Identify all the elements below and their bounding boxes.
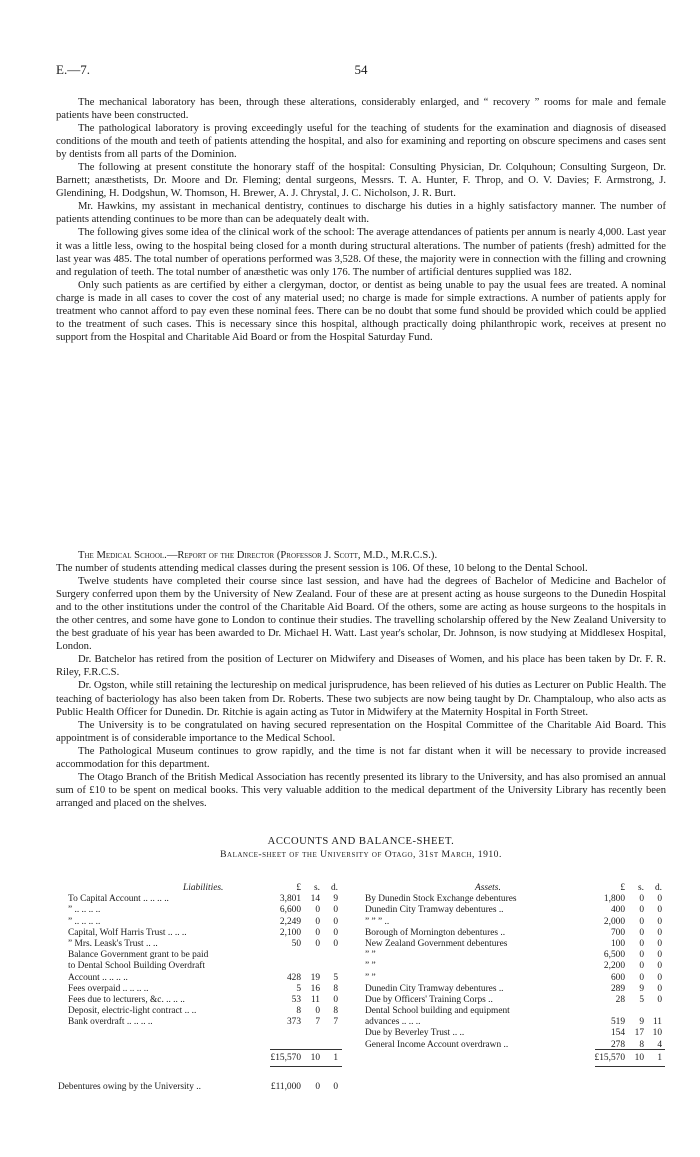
total-pounds: £15,570 — [270, 1053, 301, 1063]
assets-shillings: 0 — [639, 927, 644, 938]
assets-pounds: 28 — [615, 994, 625, 1005]
assets-pounds: 400 — [610, 905, 625, 916]
liabilities-pence: 7 — [333, 1017, 338, 1028]
assets-label: Borough of Mornington debentures .. — [365, 927, 506, 938]
total-pence: 1 — [333, 1053, 338, 1063]
pound-heading: £ — [620, 883, 625, 893]
assets-label: ” ” — [365, 961, 376, 972]
liabilities-shillings: 0 — [315, 938, 320, 949]
assets-total-rule-top — [595, 1049, 665, 1050]
liabilities-shillings: 0 — [315, 1006, 320, 1017]
assets-pence: 0 — [657, 972, 662, 983]
assets-shillings: 9 — [639, 983, 644, 994]
liabilities-pounds: 5 — [296, 983, 301, 994]
liabilities-shillings: 0 — [315, 927, 320, 938]
assets-shillings: 17 — [634, 1028, 644, 1039]
paragraph: The following at present constitute the honorary staff of the hospital: Consulting Physician, Dr. Colquhoun; Consulting Surgeon, Dr. Barnett; anæsthetists, Dr. Moore and Dr. Fleming; dental surgeons, Messrs. T. A. Hunter, F. Throp, and O. V. Davies; F. Armstrong, J. Glendining, H. Dodgshun, W. Thomson, H. Brewer, A. J. Chrystal, J. C. Nicholson, J. R. Burt. — [56, 162, 666, 200]
assets-shillings: 0 — [639, 905, 644, 916]
report-code: E.—7. — [56, 62, 90, 77]
assets-pounds: 289 — [610, 983, 625, 994]
assets-heading: Assets. — [475, 883, 501, 893]
assets-pence: 0 — [657, 894, 662, 905]
assets-row — [365, 961, 665, 972]
page-header — [56, 62, 666, 78]
liabilities-total-row — [73, 1053, 343, 1064]
pound-heading: £ — [296, 883, 301, 893]
liabilities-pounds: 53 — [291, 994, 301, 1005]
paragraph: Twelve students have completed their course since last session, and have had the degrees of Bachelor of Medicine and Bachelor of Surgery conferred upon them by the University of New Zealand. Four of these are at present acting as house surgeons to the Dunedin Hospital and to the other institutions under the control of the Charitable Aid Board. Of the others, some are acting as house surgeons to the hospitals in the other centres, and some have gone to London to continue their studies. The travelling scholarship offered by the New Zealand University to the best graduate of his year has been awarded to Dr. Michael H. Watt. Last year's scholar, Dr. Johnson, is now studying at Middlesex Hospital, London. — [56, 576, 666, 653]
accounts-section — [56, 836, 666, 860]
assets-pence: 0 — [657, 950, 662, 961]
page-number: 54 — [354, 62, 368, 77]
assets-shillings: 0 — [639, 961, 644, 972]
pence-heading: d. — [330, 883, 338, 893]
liabilities-label: Balance Government grant to be paid — [68, 950, 209, 961]
footer-shillings: 0 — [315, 1082, 320, 1092]
total-pounds: £15,570 — [594, 1053, 625, 1063]
assets-pounds: 2,200 — [603, 961, 625, 972]
liabilities-header-row — [73, 883, 343, 894]
assets-shillings: 9 — [639, 1017, 644, 1028]
assets-label: Dunedin City Tramway debentures .. — [365, 905, 504, 916]
assets-shillings: 0 — [639, 938, 644, 949]
liabilities-pence: 0 — [333, 916, 338, 927]
liabilities-pence: 0 — [333, 994, 338, 1005]
assets-row — [365, 1017, 665, 1028]
paragraph: The following gives some idea of the clinical work of the school: The average attendances of patients per annum is nearly 4,000. Last year it was a little less, owing to the hospital being closed for a month during structural alterations. The number of patients (fresh) admitted for the last year was 485. The total number of operations performed was 3,528. Of these, the majority were in connection with the filling and crowning and regulation of teeth. The total number of anæsthetic was only 176. The number of artificial dentures supplied was 182. — [56, 227, 666, 278]
assets-column — [365, 883, 665, 1051]
liabilities-pence: 8 — [333, 1006, 338, 1017]
liabilities-shillings: 0 — [315, 916, 320, 927]
assets-header-row — [365, 883, 665, 894]
liabilities-row — [68, 972, 343, 984]
assets-pounds: 1,800 — [603, 894, 625, 905]
liabilities-label: Capital, Wolf Harris Trust .. .. .. — [68, 927, 187, 938]
assets-row — [365, 939, 665, 950]
balance-sheet-subtitle: Balance-sheet of the University of Otago, 31st March, 1910. — [220, 849, 502, 860]
assets-shillings: 8 — [639, 1039, 644, 1050]
liabilities-shillings: 7 — [315, 1017, 320, 1028]
liabilities-row — [68, 950, 343, 961]
liabilities-pounds: 3,801 — [279, 894, 301, 905]
liabilities-pounds: 2,100 — [279, 927, 301, 938]
liabilities-row — [68, 916, 343, 928]
shilling-heading: s. — [314, 883, 320, 893]
liabilities-row — [68, 905, 343, 916]
accounts-title: ACCOUNTS AND BALANCE-SHEET. — [267, 836, 455, 847]
liabilities-total-rule-top — [270, 1049, 342, 1050]
liabilities-shillings: 11 — [310, 994, 320, 1005]
liabilities-pence: 9 — [333, 894, 338, 905]
assets-row — [365, 984, 665, 995]
assets-pence: 0 — [657, 961, 662, 972]
assets-pounds: 519 — [610, 1017, 625, 1028]
paragraph: The mechanical laboratory has been, through these alterations, considerably enlarged, and “ recovery ” rooms for male and female patients have been constructed. — [56, 97, 666, 122]
assets-pence: 11 — [652, 1017, 662, 1028]
assets-pence: 0 — [657, 938, 662, 949]
assets-label: Dunedin City Tramway debentures .. — [365, 983, 504, 994]
paragraph: Mr. Hawkins, my assistant in mechanical dentistry, continues to discharge his duties in a highly satisfactory manner. The number of patients attending continues to be more than can be adequately dealt with. — [56, 201, 666, 226]
assets-row — [365, 995, 665, 1006]
liabilities-pence: 0 — [333, 927, 338, 938]
total-pence: 1 — [657, 1053, 662, 1063]
assets-shillings: 0 — [639, 894, 644, 905]
liabilities-row — [68, 894, 343, 905]
assets-row — [365, 917, 665, 928]
assets-total-row — [365, 1053, 665, 1064]
pence-heading: d. — [654, 883, 662, 893]
paragraph: The Otago Branch of the British Medical Association has recently presented its library to the University, and has also promised an annual sum of £10 to be spent on medical books. This very valuable addition to the medical department of the University Library has recently been arranged and placed on the shelves. — [56, 771, 666, 809]
shilling-heading: s. — [638, 883, 644, 893]
assets-label: Dental School building and equipment — [365, 1006, 510, 1017]
assets-row — [365, 1028, 665, 1039]
paragraph: Dr. Ogston, while still retaining the lectureship on medical jurisprudence, has been relieved of his duties as Lecturer on Public Health. The teaching of bacteriology has also been taken from Dr. Roberts. These two subjects are now being taught by Dr. Champtaloup, who also acts as Public Health Officer for Dunedin. Dr. Ritchie is again acting as Tutor in Midwifery at the Maternity Hospital in Forth Street. — [56, 680, 666, 718]
assets-label: Due by Officers' Training Corps .. — [365, 994, 493, 1005]
assets-row — [365, 950, 665, 961]
assets-pence: 0 — [657, 905, 662, 916]
paragraph: Only such patients as are certified by either a clergyman, doctor, or dentist as being unable to pay the usual fees are treated. A nominal charge is made in all cases to cover the cost of any material used; no charge is made for simple extractions. A number of patients apply for treatment who cannot afford to pay even these nominal fees. There can be no doubt that some fund should be provided which could be applied to the treatment of such cases. This is necessary since this hospital, although practically doing philanthropic work, receives at present no support from the Hospital and Charitable Aid Board or from the Hospital Saturday Fund. — [56, 279, 666, 343]
assets-label: ” ” — [365, 972, 376, 983]
liabilities-row — [68, 1017, 343, 1028]
liabilities-pence: 8 — [333, 983, 338, 994]
liabilities-pounds: 6,600 — [279, 905, 301, 916]
liabilities-pounds: 2,249 — [279, 916, 301, 927]
liabilities-label: ” Mrs. Leask's Trust .. .. — [68, 938, 158, 949]
assets-pounds: 700 — [610, 927, 625, 938]
liabilities-shillings: 0 — [315, 905, 320, 916]
assets-pence: 0 — [657, 983, 662, 994]
dental-school-report — [56, 96, 666, 344]
paragraph: The pathological laboratory is proving exceedingly useful for the teaching of students for the examination and diagnosis of diseased conditions of the mouth and teeth of patients attending the hospital, and also for examining and reporting on obscure specimens and cases sent by dentists from all parts of the Dominion. — [56, 123, 666, 161]
assets-pence: 0 — [657, 916, 662, 927]
liabilities-label: ” .. .. .. .. — [68, 905, 101, 916]
assets-pounds: 154 — [610, 1028, 625, 1039]
paragraph: Dr. Batchelor has retired from the position of Lecturer on Midwifery and Diseases of Women, and his place has been taken by Dr. F. R. Riley, F.R.C.S. — [56, 654, 666, 679]
assets-label: advances .. .. .. — [365, 1017, 421, 1028]
medical-school-report — [56, 549, 666, 810]
assets-pence: 4 — [657, 1039, 662, 1050]
assets-pence: 0 — [657, 927, 662, 938]
paragraph: The University is to be congratulated on having secured representation on the Hospital Committee of the Charitable Aid Board. This appointment is of considerable importance to the Medical School. — [56, 719, 666, 744]
liabilities-shillings: 14 — [310, 894, 320, 905]
assets-row — [365, 905, 665, 916]
footer-pence: 0 — [333, 1082, 338, 1092]
liabilities-pounds: 50 — [291, 938, 301, 949]
assets-pounds: 6,500 — [603, 950, 625, 961]
assets-pounds: 278 — [610, 1039, 625, 1050]
liabilities-shillings: 19 — [310, 972, 320, 983]
assets-pence: 10 — [652, 1028, 662, 1039]
assets-label: General Income Account overdrawn .. — [365, 1039, 509, 1050]
liabilities-row — [68, 927, 343, 939]
assets-pounds: 2,000 — [603, 916, 625, 927]
assets-row — [365, 928, 665, 939]
assets-row — [365, 973, 665, 984]
assets-pence: 0 — [657, 994, 662, 1005]
liabilities-pounds: 428 — [286, 972, 301, 983]
total-shillings: 10 — [634, 1053, 644, 1063]
paragraph: The number of students attending medical classes during the present session is 106. Of these, 10 belong to the Dental School. — [56, 563, 588, 575]
liabilities-label: Fees overpaid .. .. .. .. — [68, 983, 149, 994]
liabilities-pence: 5 — [333, 972, 338, 983]
liabilities-pence: 0 — [333, 938, 338, 949]
liabilities-label: Fees due to lecturers, &c. .. .. .. — [68, 994, 185, 1005]
assets-pounds: 600 — [610, 972, 625, 983]
assets-shillings: 0 — [639, 972, 644, 983]
liabilities-label: Account .. .. .. .. — [68, 972, 128, 983]
liabilities-pounds: 373 — [286, 1017, 301, 1028]
liabilities-row — [68, 961, 343, 972]
liabilities-label: Bank overdraft .. .. .. .. — [68, 1017, 153, 1028]
liabilities-row — [68, 938, 343, 950]
assets-row — [365, 894, 665, 905]
liabilities-shillings: 16 — [310, 983, 320, 994]
liabilities-pounds: 8 — [296, 1006, 301, 1017]
paragraph: The Pathological Museum continues to grow rapidly, and the time is not far distant when it will be necessary to provide increased accommodation for this department. — [56, 745, 666, 770]
footer-pounds: £11,000 — [270, 1082, 301, 1092]
assets-shillings: 5 — [639, 994, 644, 1005]
debentures-footer-row — [58, 1082, 343, 1093]
liabilities-row — [68, 994, 343, 1006]
assets-label: By Dunedin Stock Exchange debentures — [365, 894, 517, 905]
assets-label: Due by Beverley Trust .. .. — [365, 1028, 465, 1039]
liabilities-heading: Liabilities. — [183, 883, 224, 893]
section-title: The Medical School.—Report of the Director (Professor J. Scott, M.D., M.R.C.S.). — [78, 550, 438, 561]
liabilities-label: Deposit, electric-light contract .. .. — [68, 1006, 197, 1017]
assets-row — [365, 1006, 665, 1017]
assets-pounds: 100 — [610, 938, 625, 949]
liabilities-label: to Dental School Building Overdraft — [68, 961, 205, 972]
assets-label: ” ” — [365, 950, 376, 961]
assets-shillings: 0 — [639, 950, 644, 961]
assets-shillings: 0 — [639, 916, 644, 927]
liabilities-column — [68, 883, 343, 1028]
liabilities-row — [68, 983, 343, 995]
liabilities-pence: 0 — [333, 905, 338, 916]
liabilities-label: To Capital Account .. .. .. .. — [68, 894, 169, 905]
assets-label: ” ” ” .. — [365, 916, 390, 927]
assets-total-rule-bottom — [595, 1066, 665, 1067]
liabilities-total-rule-bottom — [270, 1066, 342, 1067]
liabilities-row — [68, 1006, 343, 1017]
assets-label: New Zealand Government debentures — [365, 938, 508, 949]
liabilities-label: ” .. .. .. .. — [68, 916, 101, 927]
total-shillings: 10 — [310, 1053, 320, 1063]
footer-label: Debentures owing by the University .. — [58, 1082, 201, 1092]
